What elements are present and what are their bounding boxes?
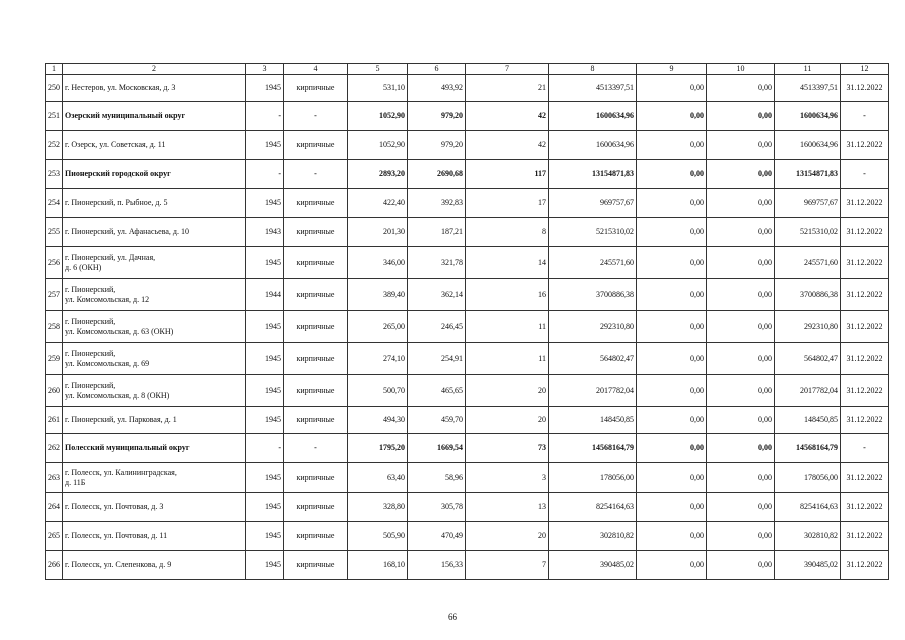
value-cell: 1600634,96 bbox=[775, 102, 841, 131]
value-cell: 531,10 bbox=[348, 75, 408, 102]
value-cell: 500,70 bbox=[348, 375, 408, 407]
value-cell: 8254164,63 bbox=[549, 493, 637, 522]
value-cell: 0,00 bbox=[707, 343, 775, 375]
date-cell: 31.12.2022 bbox=[841, 407, 889, 434]
value-cell: 389,40 bbox=[348, 279, 408, 311]
value-cell: 274,10 bbox=[348, 343, 408, 375]
date-cell: 31.12.2022 bbox=[841, 247, 889, 279]
material-cell: кирпичные bbox=[284, 75, 348, 102]
address-cell: г. Пионерский, ул. Парковая, д. 1 bbox=[63, 407, 246, 434]
year-cell: 1945 bbox=[246, 551, 284, 580]
row-index-cell: 266 bbox=[46, 551, 63, 580]
value-cell: 1669,54 bbox=[408, 434, 466, 463]
value-cell: 0,00 bbox=[707, 131, 775, 160]
address-line: д. 11Б bbox=[65, 477, 86, 487]
row-index-cell: 254 bbox=[46, 189, 63, 218]
row-index-cell: 252 bbox=[46, 131, 63, 160]
address-line: г. Пионерский, bbox=[65, 284, 116, 294]
value-cell: 58,96 bbox=[408, 463, 466, 493]
date-cell: - bbox=[841, 160, 889, 189]
material-cell: кирпичные bbox=[284, 522, 348, 551]
value-cell: 8254164,63 bbox=[775, 493, 841, 522]
table-row bbox=[46, 375, 889, 407]
value-cell: 2017782,04 bbox=[775, 375, 841, 407]
value-cell: 0,00 bbox=[707, 102, 775, 131]
year-cell: - bbox=[246, 102, 284, 131]
value-cell: 245571,60 bbox=[549, 247, 637, 279]
table-row bbox=[46, 434, 889, 463]
value-cell: 346,00 bbox=[348, 247, 408, 279]
value-cell: 0,00 bbox=[707, 407, 775, 434]
year-cell: 1945 bbox=[246, 407, 284, 434]
data-table bbox=[45, 63, 889, 580]
year-cell: 1945 bbox=[246, 311, 284, 343]
value-cell: 0,00 bbox=[637, 343, 707, 375]
material-cell: кирпичные bbox=[284, 551, 348, 580]
date-cell: - bbox=[841, 434, 889, 463]
value-cell: 187,21 bbox=[408, 218, 466, 247]
address-cell: г. Полесск, ул. Почтовая, д. 3 bbox=[63, 493, 246, 522]
year-cell: 1945 bbox=[246, 247, 284, 279]
value-cell: 1795,20 bbox=[348, 434, 408, 463]
row-index-cell: 259 bbox=[46, 343, 63, 375]
value-cell: 7 bbox=[466, 551, 549, 580]
value-cell: 494,30 bbox=[348, 407, 408, 434]
address-line: ул. Комсомольская, д. 63 (ОКН) bbox=[65, 326, 174, 336]
row-index-cell: 255 bbox=[46, 218, 63, 247]
material-cell: кирпичные bbox=[284, 343, 348, 375]
value-cell: 465,65 bbox=[408, 375, 466, 407]
value-cell: 305,78 bbox=[408, 493, 466, 522]
value-cell: 14 bbox=[466, 247, 549, 279]
address-cell bbox=[63, 343, 246, 375]
material-cell: кирпичные bbox=[284, 493, 348, 522]
value-cell: 63,40 bbox=[348, 463, 408, 493]
value-cell: 979,20 bbox=[408, 131, 466, 160]
year-cell: 1945 bbox=[246, 343, 284, 375]
material-cell: кирпичные bbox=[284, 218, 348, 247]
header-cell: 5 bbox=[348, 64, 408, 75]
address-cell: Пионерский городской округ bbox=[63, 160, 246, 189]
date-cell: 31.12.2022 bbox=[841, 522, 889, 551]
value-cell: 0,00 bbox=[707, 218, 775, 247]
address-cell bbox=[63, 311, 246, 343]
value-cell: 178056,00 bbox=[549, 463, 637, 493]
value-cell: 0,00 bbox=[637, 75, 707, 102]
value-cell: 505,90 bbox=[348, 522, 408, 551]
value-cell: 21 bbox=[466, 75, 549, 102]
row-index-cell: 265 bbox=[46, 522, 63, 551]
value-cell: 11 bbox=[466, 311, 549, 343]
date-cell: 31.12.2022 bbox=[841, 131, 889, 160]
value-cell: 254,91 bbox=[408, 343, 466, 375]
value-cell: 564802,47 bbox=[775, 343, 841, 375]
value-cell: 17 bbox=[466, 189, 549, 218]
address-line: г. Пионерский, bbox=[65, 348, 116, 358]
value-cell: 265,00 bbox=[348, 311, 408, 343]
address-cell: г. Полесск, ул. Почтовая, д. 11 bbox=[63, 522, 246, 551]
year-cell: 1944 bbox=[246, 279, 284, 311]
value-cell: 0,00 bbox=[637, 551, 707, 580]
value-cell: 0,00 bbox=[637, 493, 707, 522]
table-row bbox=[46, 247, 889, 279]
address-line: г. Полесск, ул. Калининградская, bbox=[65, 467, 177, 477]
value-cell: 292310,80 bbox=[775, 311, 841, 343]
row-index-cell: 262 bbox=[46, 434, 63, 463]
material-cell: кирпичные bbox=[284, 311, 348, 343]
row-index-cell: 251 bbox=[46, 102, 63, 131]
value-cell: 564802,47 bbox=[549, 343, 637, 375]
value-cell: 42 bbox=[466, 131, 549, 160]
row-index-cell: 258 bbox=[46, 311, 63, 343]
value-cell: 42 bbox=[466, 102, 549, 131]
address-line: д. 6 (ОКН) bbox=[65, 262, 102, 272]
date-cell: 31.12.2022 bbox=[841, 343, 889, 375]
row-index-cell: 256 bbox=[46, 247, 63, 279]
value-cell: 168,10 bbox=[348, 551, 408, 580]
header-cell: 6 bbox=[408, 64, 466, 75]
table-row bbox=[46, 102, 889, 131]
address-line: г. Пионерский, ул. Дачная, bbox=[65, 252, 156, 262]
value-cell: 493,92 bbox=[408, 75, 466, 102]
value-cell: 0,00 bbox=[707, 375, 775, 407]
value-cell: 1052,90 bbox=[348, 131, 408, 160]
table-row bbox=[46, 75, 889, 102]
year-cell: - bbox=[246, 160, 284, 189]
year-cell: 1945 bbox=[246, 463, 284, 493]
value-cell: 13 bbox=[466, 493, 549, 522]
value-cell: 302810,82 bbox=[549, 522, 637, 551]
value-cell: 0,00 bbox=[707, 160, 775, 189]
value-cell: 0,00 bbox=[637, 311, 707, 343]
material-cell: - bbox=[284, 102, 348, 131]
table-row bbox=[46, 407, 889, 434]
material-cell: - bbox=[284, 160, 348, 189]
value-cell: 73 bbox=[466, 434, 549, 463]
header-cell: 9 bbox=[637, 64, 707, 75]
year-cell: 1945 bbox=[246, 493, 284, 522]
value-cell: 0,00 bbox=[707, 522, 775, 551]
value-cell: 979,20 bbox=[408, 102, 466, 131]
column-number-header bbox=[46, 64, 889, 75]
value-cell: 328,80 bbox=[348, 493, 408, 522]
value-cell: 362,14 bbox=[408, 279, 466, 311]
value-cell: 0,00 bbox=[707, 551, 775, 580]
year-cell: 1945 bbox=[246, 522, 284, 551]
value-cell: 292310,80 bbox=[549, 311, 637, 343]
value-cell: 3 bbox=[466, 463, 549, 493]
row-index-cell: 257 bbox=[46, 279, 63, 311]
row-index-cell: 264 bbox=[46, 493, 63, 522]
table-row bbox=[46, 493, 889, 522]
value-cell: 1052,90 bbox=[348, 102, 408, 131]
value-cell: 1600634,96 bbox=[549, 131, 637, 160]
value-cell: 0,00 bbox=[637, 160, 707, 189]
value-cell: 1600634,96 bbox=[775, 131, 841, 160]
value-cell: 245571,60 bbox=[775, 247, 841, 279]
row-index-cell: 263 bbox=[46, 463, 63, 493]
address-cell: г. Пионерский, п. Рыбное, д. 5 bbox=[63, 189, 246, 218]
value-cell: 117 bbox=[466, 160, 549, 189]
value-cell: 201,30 bbox=[348, 218, 408, 247]
address-line: г. Пионерский, bbox=[65, 380, 116, 390]
address-line: ул. Комсомольская, д. 8 (ОКН) bbox=[65, 390, 170, 400]
table-row bbox=[46, 463, 889, 493]
header-cell: 1 bbox=[46, 64, 63, 75]
table-row bbox=[46, 551, 889, 580]
value-cell: 302810,82 bbox=[775, 522, 841, 551]
value-cell: 321,78 bbox=[408, 247, 466, 279]
date-cell: 31.12.2022 bbox=[841, 75, 889, 102]
year-cell: - bbox=[246, 434, 284, 463]
address-cell bbox=[63, 375, 246, 407]
material-cell: кирпичные bbox=[284, 189, 348, 218]
header-cell: 8 bbox=[549, 64, 637, 75]
value-cell: 178056,00 bbox=[775, 463, 841, 493]
value-cell: 148450,85 bbox=[549, 407, 637, 434]
header-cell: 10 bbox=[707, 64, 775, 75]
header-cell: 3 bbox=[246, 64, 284, 75]
value-cell: 5215310,02 bbox=[549, 218, 637, 247]
table-row bbox=[46, 279, 889, 311]
header-cell: 7 bbox=[466, 64, 549, 75]
table-row bbox=[46, 160, 889, 189]
table-row bbox=[46, 522, 889, 551]
value-cell: 0,00 bbox=[707, 311, 775, 343]
value-cell: 0,00 bbox=[637, 434, 707, 463]
value-cell: 969757,67 bbox=[775, 189, 841, 218]
value-cell: 1600634,96 bbox=[549, 102, 637, 131]
value-cell: 0,00 bbox=[637, 131, 707, 160]
value-cell: 390485,02 bbox=[549, 551, 637, 580]
value-cell: 0,00 bbox=[707, 493, 775, 522]
material-cell: кирпичные bbox=[284, 375, 348, 407]
row-index-cell: 250 bbox=[46, 75, 63, 102]
value-cell: 2893,20 bbox=[348, 160, 408, 189]
header-cell: 12 bbox=[841, 64, 889, 75]
value-cell: 459,70 bbox=[408, 407, 466, 434]
value-cell: 969757,67 bbox=[549, 189, 637, 218]
value-cell: 2690,68 bbox=[408, 160, 466, 189]
value-cell: 0,00 bbox=[707, 434, 775, 463]
address-cell bbox=[63, 279, 246, 311]
value-cell: 0,00 bbox=[707, 247, 775, 279]
value-cell: 13154871,83 bbox=[549, 160, 637, 189]
value-cell: 16 bbox=[466, 279, 549, 311]
row-index-cell: 253 bbox=[46, 160, 63, 189]
value-cell: 0,00 bbox=[637, 247, 707, 279]
value-cell: 0,00 bbox=[637, 407, 707, 434]
table-row bbox=[46, 189, 889, 218]
value-cell: 0,00 bbox=[637, 463, 707, 493]
row-index-cell: 261 bbox=[46, 407, 63, 434]
value-cell: 14568164,79 bbox=[775, 434, 841, 463]
material-cell: кирпичные bbox=[284, 463, 348, 493]
date-cell: 31.12.2022 bbox=[841, 493, 889, 522]
value-cell: 148450,85 bbox=[775, 407, 841, 434]
value-cell: 5215310,02 bbox=[775, 218, 841, 247]
date-cell: 31.12.2022 bbox=[841, 375, 889, 407]
address-cell bbox=[63, 247, 246, 279]
value-cell: 0,00 bbox=[637, 189, 707, 218]
value-cell: 0,00 bbox=[637, 375, 707, 407]
value-cell: 0,00 bbox=[637, 102, 707, 131]
value-cell: 20 bbox=[466, 522, 549, 551]
value-cell: 0,00 bbox=[637, 279, 707, 311]
address-cell: Озерский муниципальный округ bbox=[63, 102, 246, 131]
value-cell: 3700886,38 bbox=[775, 279, 841, 311]
value-cell: 0,00 bbox=[707, 463, 775, 493]
value-cell: 390485,02 bbox=[775, 551, 841, 580]
material-cell: кирпичные bbox=[284, 407, 348, 434]
value-cell: 3700886,38 bbox=[549, 279, 637, 311]
value-cell: 0,00 bbox=[637, 522, 707, 551]
value-cell: 11 bbox=[466, 343, 549, 375]
table-row bbox=[46, 218, 889, 247]
date-cell: 31.12.2022 bbox=[841, 279, 889, 311]
address-cell: г. Полесск, ул. Слепенкова, д. 9 bbox=[63, 551, 246, 580]
value-cell: 422,40 bbox=[348, 189, 408, 218]
table-row bbox=[46, 311, 889, 343]
address-cell: г. Пионерский, ул. Афанасьева, д. 10 bbox=[63, 218, 246, 247]
date-cell: 31.12.2022 bbox=[841, 551, 889, 580]
material-cell: кирпичные bbox=[284, 131, 348, 160]
material-cell: кирпичные bbox=[284, 247, 348, 279]
address-line: ул. Комсомольская, д. 69 bbox=[65, 358, 150, 368]
material-cell: кирпичные bbox=[284, 279, 348, 311]
date-cell: - bbox=[841, 102, 889, 131]
material-cell: - bbox=[284, 434, 348, 463]
value-cell: 156,33 bbox=[408, 551, 466, 580]
address-line: ул. Комсомольская, д. 12 bbox=[65, 294, 150, 304]
address-line: г. Пионерский, bbox=[65, 316, 116, 326]
value-cell: 470,49 bbox=[408, 522, 466, 551]
address-cell bbox=[63, 463, 246, 493]
header-cell: 2 bbox=[63, 64, 246, 75]
table-row bbox=[46, 131, 889, 160]
value-cell: 246,45 bbox=[408, 311, 466, 343]
value-cell: 13154871,83 bbox=[775, 160, 841, 189]
header-cell: 4 bbox=[284, 64, 348, 75]
value-cell: 20 bbox=[466, 407, 549, 434]
value-cell: 0,00 bbox=[707, 189, 775, 218]
year-cell: 1945 bbox=[246, 375, 284, 407]
value-cell: 2017782,04 bbox=[549, 375, 637, 407]
year-cell: 1945 bbox=[246, 131, 284, 160]
address-cell: г. Нестеров, ул. Московская, д. 3 bbox=[63, 75, 246, 102]
value-cell: 4513397,51 bbox=[775, 75, 841, 102]
value-cell: 20 bbox=[466, 375, 549, 407]
year-cell: 1945 bbox=[246, 75, 284, 102]
address-cell: Полесский муниципальный округ bbox=[63, 434, 246, 463]
page-number: 66 bbox=[448, 612, 457, 622]
row-index-cell: 260 bbox=[46, 375, 63, 407]
value-cell: 4513397,51 bbox=[549, 75, 637, 102]
address-cell: г. Озерск, ул. Советская, д. 11 bbox=[63, 131, 246, 160]
date-cell: 31.12.2022 bbox=[841, 311, 889, 343]
value-cell: 0,00 bbox=[707, 75, 775, 102]
value-cell: 8 bbox=[466, 218, 549, 247]
year-cell: 1943 bbox=[246, 218, 284, 247]
date-cell: 31.12.2022 bbox=[841, 218, 889, 247]
year-cell: 1945 bbox=[246, 189, 284, 218]
date-cell: 31.12.2022 bbox=[841, 189, 889, 218]
header-cell: 11 bbox=[775, 64, 841, 75]
table-row bbox=[46, 343, 889, 375]
value-cell: 14568164,79 bbox=[549, 434, 637, 463]
value-cell: 0,00 bbox=[707, 279, 775, 311]
value-cell: 0,00 bbox=[637, 218, 707, 247]
value-cell: 392,83 bbox=[408, 189, 466, 218]
date-cell: 31.12.2022 bbox=[841, 463, 889, 493]
